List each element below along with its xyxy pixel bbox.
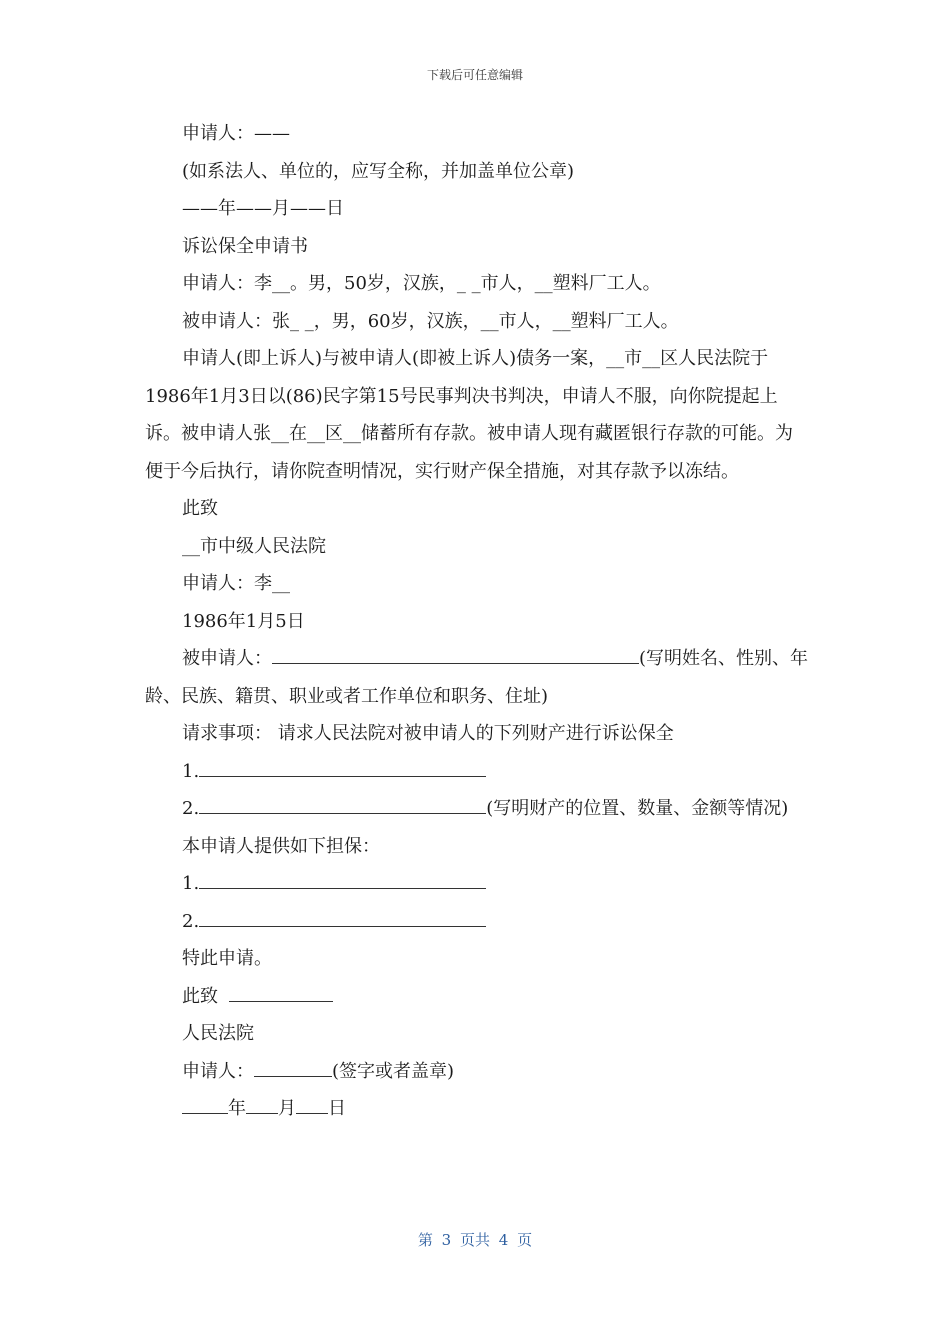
closing-statement: 特此申请。	[182, 948, 272, 969]
year-blank[interactable]	[182, 1095, 228, 1114]
respondent-hint: (写明姓名、性别、年龄、民族、籍贯、职业或者工作单位和职务、住址)	[145, 648, 809, 707]
guarantee-heading: 本申请人提供如下担保：	[182, 835, 380, 857]
respondent-form-line	[145, 640, 810, 715]
applicant-signature: 申请人：李__	[182, 573, 290, 594]
respondent-label: 被申请人：	[182, 648, 272, 669]
date-line: ——年——月——日	[182, 198, 344, 219]
applicant-note: (如系法人、单位的，应写全称，并加盖单位公章)	[182, 160, 575, 182]
applicant-line: 申请人：——	[182, 123, 290, 144]
signature-line: 申请人： (签字或者盖章)	[145, 1053, 810, 1091]
court-blank[interactable]	[229, 983, 333, 1002]
sign-date: 1986年1月5日	[182, 610, 305, 632]
page-footer: 第 3 页共 4 页	[417, 1231, 533, 1249]
month-blank[interactable]	[246, 1095, 278, 1114]
salutation-2: 此致	[145, 978, 810, 1016]
request-blank-1[interactable]	[199, 758, 486, 777]
court-name: __市中级人民法院	[182, 535, 326, 557]
request-item-1: 1.	[145, 753, 810, 791]
request-hint: (写明财产的位置、数量、金额等情况)	[486, 798, 789, 819]
request-item-2: 2. (写明财产的位置、数量、金额等情况)	[145, 790, 810, 828]
request-items: 请求事项： 请求人民法院对被申请人的下列财产进行诉讼保全	[182, 723, 674, 744]
respondent-blank[interactable]	[272, 645, 639, 664]
case-paragraph: 申请人(即上诉人)与被申请人(即被上诉人)债务一案，__市__区人民法院于1986年1月3日以(86)民字第15号民事判决书判决，申请人不服，向你院提起上诉。被申请人张__在__区__储蓄所有存款。被申请人现有藏匿银行存款的可能。为便于今后执行，请你院查明情况，实行财产保全措施，对其存款予以冻结。	[145, 348, 793, 482]
document-title: 诉讼保全申请书	[182, 235, 308, 257]
guarantee-item-2: 2.	[145, 903, 810, 941]
guarantee-blank-1[interactable]	[199, 870, 486, 889]
guarantee-blank-2[interactable]	[199, 908, 486, 927]
applicant-info: 申请人：李__。男，50岁，汉族，_ _市人，__塑料厂工人。	[182, 273, 661, 294]
final-date-line: 年 月 日	[145, 1090, 810, 1128]
request-blank-2[interactable]	[199, 795, 486, 814]
document-body	[145, 115, 810, 1128]
salutation: 此致	[182, 498, 218, 519]
page-header: 下载后可任意编辑	[426, 68, 523, 82]
signature-blank[interactable]	[254, 1058, 332, 1077]
court-label: 人民法院	[182, 1023, 254, 1044]
day-blank[interactable]	[296, 1095, 328, 1114]
guarantee-item-1: 1.	[145, 865, 810, 903]
respondent-info: 被申请人：张_ _，男，60岁，汉族，__市人，__塑料厂工人。	[182, 310, 679, 332]
